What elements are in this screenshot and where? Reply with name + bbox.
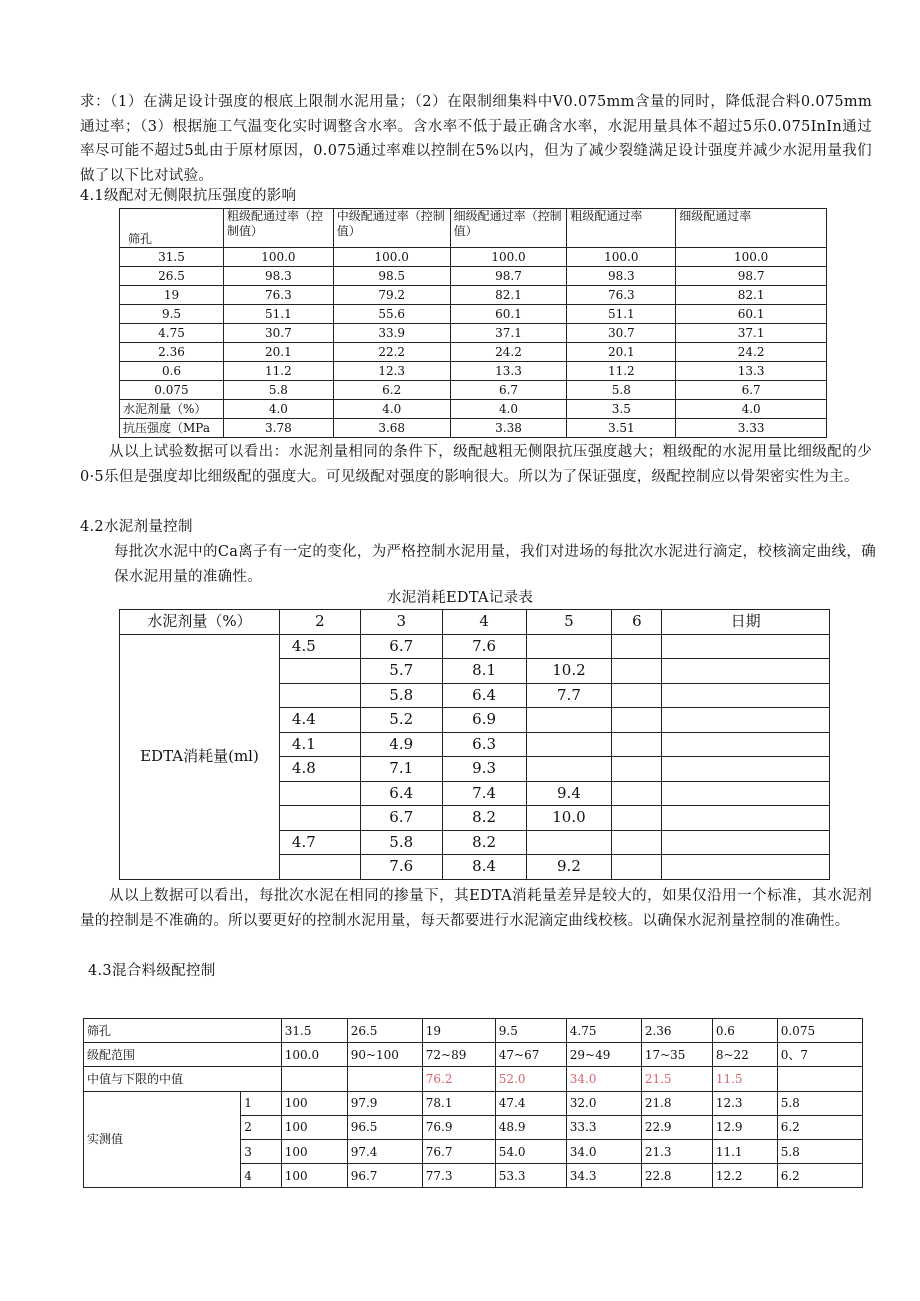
table-cell — [526, 757, 612, 782]
table-cell: 8.2 — [442, 830, 526, 855]
table-cell: 11.2 — [567, 362, 676, 381]
table-cell — [612, 683, 662, 708]
table-cell: 30.7 — [567, 324, 676, 343]
table-cell: 47.4 — [495, 1091, 566, 1115]
column-header: 2 — [279, 610, 360, 635]
table-cell — [279, 781, 360, 806]
edta-record-table — [119, 609, 830, 880]
table-cell — [777, 1067, 862, 1091]
section-heading-4-2: 4.2水泥剂量控制 — [80, 519, 193, 535]
table-cell — [526, 634, 612, 659]
analysis-paragraph-2: 从以上数据可以看出，每批次水泥在相同的掺量下，其EDTA消耗量差异是较大的，如果仅沿用一个标准，其水泥剂量的控制是不准确的。所以要更好的控制水泥用量，每天都要进行水泥滴定曲线校核。以确保水泥剂量控制的准确性。 — [80, 888, 872, 929]
table-cell: 5.8 — [360, 830, 442, 855]
table-cell — [662, 708, 830, 733]
table-cell: 9.5 — [495, 1019, 566, 1043]
row-label: 0.075 — [120, 381, 224, 400]
table-cell: 96.7 — [347, 1164, 422, 1188]
row-label: 31.5 — [120, 248, 224, 267]
table-cell: 21.8 — [641, 1091, 712, 1115]
table-cell — [612, 659, 662, 684]
column-header: 4 — [442, 610, 526, 635]
table-cell: 100.0 — [333, 248, 450, 267]
table-cell: 34.0 — [566, 1067, 641, 1091]
table-cell: 6.4 — [360, 781, 442, 806]
table-cell: 4.0 — [676, 400, 827, 419]
row-label: 19 — [120, 286, 224, 305]
table-cell: 4.1 — [279, 732, 360, 757]
table-cell: 13.3 — [450, 362, 567, 381]
table-cell: 22.8 — [641, 1164, 712, 1188]
table-cell: 21.5 — [641, 1067, 712, 1091]
edta-table-title: 水泥消耗EDTA记录表 — [386, 590, 534, 606]
table-row — [120, 362, 827, 381]
table-cell: 78.1 — [422, 1091, 495, 1115]
table-cell: 98.5 — [333, 267, 450, 286]
table-cell: 76.2 — [422, 1067, 495, 1091]
table-cell — [526, 708, 612, 733]
table-cell: 60.1 — [450, 305, 567, 324]
table-cell: 7.1 — [360, 757, 442, 782]
row-label: 水泥剂量（%） — [120, 400, 224, 419]
table-cell: 76.9 — [422, 1115, 495, 1139]
table-row — [120, 305, 827, 324]
row-label: 4.75 — [120, 324, 224, 343]
table-cell: 12.9 — [712, 1115, 777, 1139]
table-cell — [612, 732, 662, 757]
table-cell: 53.3 — [495, 1164, 566, 1188]
table-cell: 51.1 — [567, 305, 676, 324]
table-cell — [526, 732, 612, 757]
table-cell: 37.1 — [676, 324, 827, 343]
table-cell: 4.0 — [450, 400, 567, 419]
table-cell — [612, 781, 662, 806]
intro-paragraph: 求：（1）在满足设计强度的根底上限制水泥用量；（2）在限制细集料中V0.075mm含量的同时，降低混合料0.075mm通过率；（3）根据施工气温变化实时调整含水率。含水率不低于最正确含水率，水泥用量具体不超过5乐0.075InIn通过率尽可能不超过5虬由于原材原因，0.075通过率难以控制在5%以内，但为了减少裂缝满足设计强度并减少水泥用量我们做了以下比对试验。 — [80, 94, 872, 184]
mid-value-row — [84, 1067, 863, 1091]
table-row — [120, 324, 827, 343]
table-cell: 37.1 — [450, 324, 567, 343]
section-heading-4-1: 4.1级配对无侧限抗压强度的影响 — [80, 188, 297, 204]
analysis-paragraph-1: 从以上试验数据可以看出：水泥剂量相同的条件下，级配越粗无侧限抗压强度越大；粗级配的水泥用量比细级配的少0·5乐但是强度却比细级配的强度大。可见级配对强度的影响很大。所以为了保证强度，级配控制应以骨架密实性为主。 — [80, 444, 872, 485]
table-cell: 7.4 — [442, 781, 526, 806]
column-header: 粗级配通过率 — [567, 209, 676, 248]
table-cell: 5.8 — [777, 1139, 862, 1163]
measured-row — [84, 1091, 863, 1115]
table-row — [120, 419, 827, 438]
table-cell: 54.0 — [495, 1139, 566, 1163]
table-cell: 6.2 — [777, 1164, 862, 1188]
table-cell: 0.075 — [777, 1019, 862, 1043]
table-cell: 82.1 — [676, 286, 827, 305]
table-cell: 4.4 — [279, 708, 360, 733]
table-cell: 11.1 — [712, 1139, 777, 1163]
table-cell — [612, 708, 662, 733]
column-header: 水泥剂量（%） — [120, 610, 280, 635]
table-cell: 82.1 — [450, 286, 567, 305]
table-cell: 100.0 — [450, 248, 567, 267]
table-cell: 90~100 — [347, 1043, 422, 1067]
table-cell: 11.5 — [712, 1067, 777, 1091]
table-cell: 4.8 — [279, 757, 360, 782]
table-cell: 6.7 — [676, 381, 827, 400]
table-cell — [662, 732, 830, 757]
row-label: 2.36 — [120, 343, 224, 362]
table-cell: 33.9 — [333, 324, 450, 343]
table-cell: 7.6 — [360, 855, 442, 880]
mix-gradation-table — [83, 1018, 863, 1188]
table-cell: 100 — [281, 1164, 347, 1188]
table-cell: 6.7 — [450, 381, 567, 400]
table-cell: 12.3 — [712, 1091, 777, 1115]
sample-number: 1 — [241, 1091, 282, 1115]
table-cell: 51.1 — [223, 305, 333, 324]
table-cell: 3.51 — [567, 419, 676, 438]
table-cell — [279, 855, 360, 880]
table-cell: 98.7 — [676, 267, 827, 286]
column-header: 6 — [612, 610, 662, 635]
table-cell: 9.4 — [526, 781, 612, 806]
section-heading-4-3: 4.3混合料级配控制 — [88, 963, 216, 979]
column-header: 日期 — [662, 610, 830, 635]
table-cell: 9.2 — [526, 855, 612, 880]
table-cell: 2.36 — [641, 1019, 712, 1043]
measured-label: 实测值 — [84, 1091, 241, 1188]
calcium-paragraph: 每批次水泥中的Ca离子有一定的变化，为严格控制水泥用量，我们对进场的每批次水泥进行滴定，校核滴定曲线，确保水泥用量的准确性。 — [114, 544, 876, 585]
row-label: 9.5 — [120, 305, 224, 324]
table-cell: 4.75 — [566, 1019, 641, 1043]
table-header-row — [120, 209, 827, 248]
row-label: 0.6 — [120, 362, 224, 381]
table-row — [120, 634, 830, 659]
table-cell: 5.8 — [777, 1091, 862, 1115]
table-cell: 12.2 — [712, 1164, 777, 1188]
table-cell: 30.7 — [223, 324, 333, 343]
column-header: 3 — [360, 610, 442, 635]
table-cell: 32.0 — [566, 1091, 641, 1115]
table-cell — [279, 659, 360, 684]
sieve-header: 筛孔 — [120, 209, 224, 248]
table-cell: 20.1 — [567, 343, 676, 362]
table-cell — [662, 806, 830, 831]
column-header: 中级配通过率（控制值） — [333, 209, 450, 248]
table-cell: 8.1 — [442, 659, 526, 684]
table-cell: 6.4 — [442, 683, 526, 708]
table-cell: 4.9 — [360, 732, 442, 757]
table-cell: 3.38 — [450, 419, 567, 438]
table-cell: 3.5 — [567, 400, 676, 419]
table-cell: 4.5 — [279, 634, 360, 659]
sample-number: 4 — [241, 1164, 282, 1188]
table-cell: 21.3 — [641, 1139, 712, 1163]
table-cell: 34.3 — [566, 1164, 641, 1188]
table-cell: 4.0 — [333, 400, 450, 419]
table-cell: 10.2 — [526, 659, 612, 684]
table-cell: 79.2 — [333, 286, 450, 305]
table-row — [120, 267, 827, 286]
table-cell — [347, 1067, 422, 1091]
table-cell: 98.3 — [567, 267, 676, 286]
table-cell — [662, 781, 830, 806]
table-row — [120, 286, 827, 305]
table-cell: 0.6 — [712, 1019, 777, 1043]
table-cell: 22.2 — [333, 343, 450, 362]
table-cell: 5.2 — [360, 708, 442, 733]
table-cell: 77.3 — [422, 1164, 495, 1188]
table-cell — [612, 830, 662, 855]
table-cell: 6.7 — [360, 634, 442, 659]
table-cell: 100.0 — [281, 1043, 347, 1067]
table-cell: 5.8 — [567, 381, 676, 400]
table-cell: 98.3 — [223, 267, 333, 286]
table-cell — [612, 757, 662, 782]
table-cell: 60.1 — [676, 305, 827, 324]
table-cell: 96.5 — [347, 1115, 422, 1139]
table-cell: 24.2 — [676, 343, 827, 362]
table-cell: 5.8 — [360, 683, 442, 708]
table-cell: 22.9 — [641, 1115, 712, 1139]
table-cell: 6.7 — [360, 806, 442, 831]
column-header: 粗级配通过率（控制值） — [223, 209, 333, 248]
table-cell: 48.9 — [495, 1115, 566, 1139]
table-cell — [662, 683, 830, 708]
table-cell: 11.2 — [223, 362, 333, 381]
table-cell: 100 — [281, 1139, 347, 1163]
table-cell: 8.2 — [442, 806, 526, 831]
row-label: 筛孔 — [84, 1019, 282, 1043]
table-cell: 7.7 — [526, 683, 612, 708]
table-cell: 8~22 — [712, 1043, 777, 1067]
range-row — [84, 1043, 863, 1067]
table-cell: 4.7 — [279, 830, 360, 855]
table-row — [120, 400, 827, 419]
table-cell: 12.3 — [333, 362, 450, 381]
table-cell: 52.0 — [495, 1067, 566, 1091]
table-cell: 100 — [281, 1091, 347, 1115]
table-cell: 72~89 — [422, 1043, 495, 1067]
column-header: 5 — [526, 610, 612, 635]
row-label: 26.5 — [120, 267, 224, 286]
table-cell: 20.1 — [223, 343, 333, 362]
table-cell: 6.2 — [777, 1115, 862, 1139]
table-cell: 34.0 — [566, 1139, 641, 1163]
table-cell: 100.0 — [676, 248, 827, 267]
table-cell: 100.0 — [223, 248, 333, 267]
table-cell — [279, 683, 360, 708]
row-label: 中值与下限的中值 — [84, 1067, 282, 1091]
table-cell: 10.0 — [526, 806, 612, 831]
table-cell: 97.9 — [347, 1091, 422, 1115]
sample-number: 3 — [241, 1139, 282, 1163]
table-cell: 100 — [281, 1115, 347, 1139]
table-cell: 0、7 — [777, 1043, 862, 1067]
table-header-row — [120, 610, 830, 635]
table-row — [120, 381, 827, 400]
table-cell — [662, 659, 830, 684]
table-cell: 8.4 — [442, 855, 526, 880]
table-cell: 24.2 — [450, 343, 567, 362]
table-cell: 6.2 — [333, 381, 450, 400]
table-row — [120, 343, 827, 362]
table-cell — [279, 806, 360, 831]
table-cell: 7.6 — [442, 634, 526, 659]
table-cell — [612, 806, 662, 831]
table-cell — [612, 634, 662, 659]
column-header: 细级配通过率（控制值） — [450, 209, 567, 248]
table-cell: 76.3 — [567, 286, 676, 305]
table-cell — [612, 855, 662, 880]
table-cell: 97.4 — [347, 1139, 422, 1163]
table-cell: 76.3 — [223, 286, 333, 305]
table-cell: 3.68 — [333, 419, 450, 438]
table-cell: 5.7 — [360, 659, 442, 684]
table-cell: 6.9 — [442, 708, 526, 733]
table-cell: 26.5 — [347, 1019, 422, 1043]
table-cell: 55.6 — [333, 305, 450, 324]
sieve-row — [84, 1019, 863, 1043]
table-row — [120, 248, 827, 267]
table-cell: 76.7 — [422, 1139, 495, 1163]
table-cell: 9.3 — [442, 757, 526, 782]
table-cell: 6.3 — [442, 732, 526, 757]
table-cell: 29~49 — [566, 1043, 641, 1067]
table-cell — [662, 830, 830, 855]
table-cell: 100.0 — [567, 248, 676, 267]
table-cell: 19 — [422, 1019, 495, 1043]
table-cell: 13.3 — [676, 362, 827, 381]
table-cell: 47~67 — [495, 1043, 566, 1067]
table-cell — [526, 830, 612, 855]
edta-row-label: EDTA消耗量(ml) — [120, 634, 280, 879]
table-cell: 17~35 — [641, 1043, 712, 1067]
table-cell: 4.0 — [223, 400, 333, 419]
gradation-strength-table — [119, 208, 827, 438]
table-cell: 3.33 — [676, 419, 827, 438]
table-cell — [281, 1067, 347, 1091]
table-cell — [662, 634, 830, 659]
row-label: 抗压强度（MPa — [120, 419, 224, 438]
table-cell: 31.5 — [281, 1019, 347, 1043]
table-cell: 3.78 — [223, 419, 333, 438]
table-cell: 5.8 — [223, 381, 333, 400]
table-cell — [662, 855, 830, 880]
sample-number: 2 — [241, 1115, 282, 1139]
table-cell: 33.3 — [566, 1115, 641, 1139]
table-cell — [662, 757, 830, 782]
table-cell: 98.7 — [450, 267, 567, 286]
column-header: 细级配通过率 — [676, 209, 827, 248]
row-label: 级配范围 — [84, 1043, 282, 1067]
